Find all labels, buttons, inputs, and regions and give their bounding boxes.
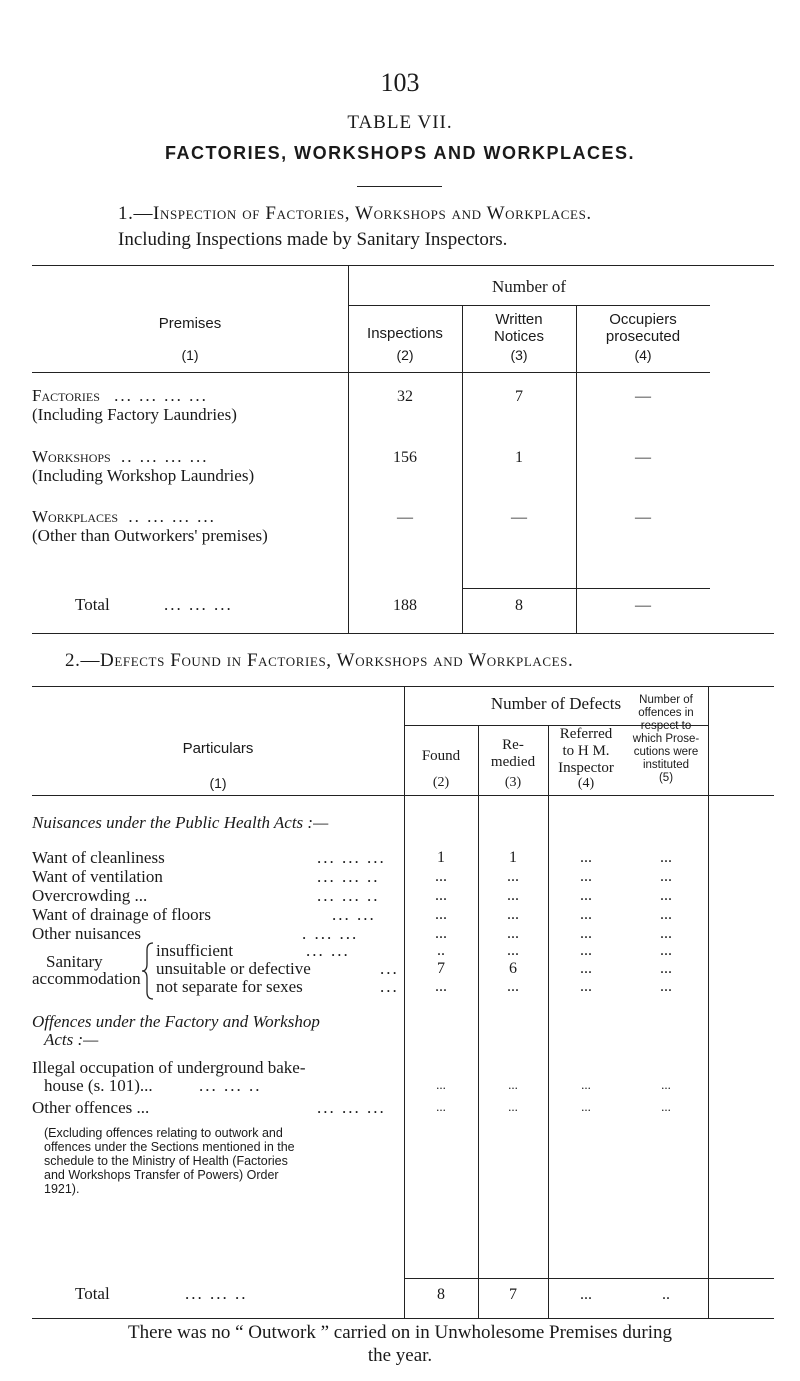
section2-heading: 2.—Defects Found in Factories, Workshops and Workplaces.: [65, 650, 574, 671]
total-notices: 8: [515, 597, 523, 614]
table1-total-label: Total ... ... ...: [75, 595, 233, 614]
drainage-remedied: ...: [507, 906, 519, 923]
overcrowding-referred: ...: [580, 887, 592, 904]
col-premises-num: (1): [181, 347, 199, 363]
illegal-referred: ...: [581, 1077, 591, 1092]
col-occupiers-num: (4): [634, 347, 652, 363]
total-inspections: 188: [393, 597, 417, 614]
col-offences: Number of offences in respect to which Prose- cutions were instituted (5): [632, 694, 700, 784]
table2-bottom-rule: [32, 1318, 774, 1319]
unsuitable-remedied: 6: [509, 960, 517, 977]
illegal-occupation-label-1: Illegal occupation of underground bake-: [32, 1058, 306, 1077]
row-workshops-label: Workshops .. ... ... ...: [32, 447, 209, 466]
table2-vline-4: [708, 686, 709, 1318]
other-nuisances-remedied: ...: [507, 925, 519, 942]
row-unsuitable-label: unsuitable or defective ...: [156, 959, 399, 978]
factories-prosecuted: —: [635, 388, 651, 405]
col-group-number-of: Number of: [491, 277, 567, 296]
table2-total-remedied: 7: [509, 1286, 517, 1303]
note-line-1: (Excluding offences relating to outwork and: [44, 1126, 283, 1140]
row-other-offences-label: Other offences ... ... ... ...: [32, 1098, 386, 1117]
workplaces-notices: —: [511, 509, 527, 526]
ventilation-referred: ...: [580, 868, 592, 885]
insufficient-found: ..: [437, 942, 445, 959]
workshops-inspections: 156: [393, 449, 417, 466]
table1-total-rule: [462, 588, 710, 589]
table2-total-rule: [404, 1278, 774, 1279]
footer-line-2: the year.: [367, 1345, 433, 1366]
sanitary-label: Sanitary: [46, 952, 103, 971]
accommodation-label: accommodation: [32, 969, 141, 988]
row-factories-label: Factories ... ... ... ...: [32, 386, 208, 405]
unsuitable-found: 7: [437, 960, 445, 977]
col-remedied-1: Re-: [502, 737, 524, 753]
table2-vline-2: [478, 725, 479, 1318]
table2-total-referred: ...: [580, 1286, 592, 1303]
overcrowding-found: ...: [435, 887, 447, 904]
group2-title-1: Offences under the Factory and Workshop: [32, 1012, 320, 1031]
row-ventilation-label: Want of ventilation ... ... ..: [32, 867, 380, 886]
cleanliness-remedied: 1: [509, 849, 517, 866]
total-prosecuted: —: [635, 597, 651, 614]
cleanliness-offences: ...: [660, 849, 672, 866]
table2-header-rule: [32, 795, 774, 796]
unsuitable-referred: ...: [580, 960, 592, 977]
illegal-found: ...: [436, 1077, 446, 1092]
section1-subheading: Including Inspections made by Sanitary Inspectors.: [118, 229, 508, 250]
row-workplaces-label: Workplaces .. ... ... ...: [32, 507, 216, 526]
illegal-offences: ...: [661, 1077, 671, 1092]
sanitary-brace: [141, 942, 155, 1000]
row-factories-sub: (Including Factory Laundries): [32, 405, 237, 424]
row-workshops-sub: (Including Workshop Laundries): [32, 466, 255, 485]
insufficient-referred: ...: [580, 942, 592, 959]
cleanliness-referred: ...: [580, 849, 592, 866]
ventilation-found: ...: [435, 868, 447, 885]
not-separate-remedied: ...: [507, 978, 519, 995]
note-line-3: schedule to the Ministry of Health (Factories: [44, 1154, 288, 1168]
cleanliness-found: 1: [437, 849, 445, 866]
factories-notices: 7: [515, 388, 523, 405]
row-workplaces-sub: (Other than Outworkers' premises): [32, 526, 268, 545]
table2-vline-3: [548, 725, 549, 1318]
page-number: 103: [380, 68, 420, 97]
row-cleanliness-label: Want of cleanliness ... ... ...: [32, 848, 386, 867]
workplaces-inspections: —: [397, 509, 413, 526]
row-not-separate-label: not separate for sexes ...: [156, 977, 399, 996]
table2-total-label: Total ... ... ..: [75, 1284, 248, 1303]
row-insufficient-label: insufficient ... ...: [156, 941, 350, 960]
drainage-referred: ...: [580, 906, 592, 923]
insufficient-offences: ...: [660, 942, 672, 959]
col-referred-1: Referred: [559, 726, 613, 742]
title-divider: [357, 186, 442, 187]
col-premises: Premises: [158, 315, 222, 332]
not-separate-referred: ...: [580, 978, 592, 995]
illegal-remedied: ...: [508, 1077, 518, 1092]
col-inspections: Inspections: [367, 325, 443, 342]
col-remedied-num: (3): [504, 775, 522, 790]
col-occupiers: Occupiers: [609, 311, 677, 328]
col-written: Written: [495, 311, 543, 328]
group2-title-2: Acts :—: [44, 1030, 99, 1049]
table-label: TABLE VII.: [347, 112, 453, 133]
table2-top-rule: [32, 686, 774, 687]
table1-bottom-rule: [32, 633, 774, 634]
drainage-found: ...: [435, 906, 447, 923]
unsuitable-offences: ...: [660, 960, 672, 977]
col-found-num: (2): [432, 775, 450, 790]
illegal-occupation-label-2: house (s. 101)... ... ... ..: [44, 1076, 262, 1095]
overcrowding-remedied: ...: [507, 887, 519, 904]
row-overcrowding-label: Overcrowding ... ... ... ..: [32, 886, 380, 905]
col-remedied-2: medied: [490, 754, 536, 770]
table1-top-rule: [32, 265, 774, 266]
insufficient-remedied: ...: [507, 942, 519, 959]
table2-total-offences: ..: [662, 1286, 670, 1303]
col-particulars-num: (1): [209, 775, 227, 791]
table2-total-found: 8: [437, 1286, 445, 1303]
col-notices: Notices: [493, 328, 545, 345]
other-offences-found: ...: [436, 1099, 446, 1114]
row-drainage-label: Want of drainage of floors ... ...: [32, 905, 376, 924]
other-offences-note: [44, 1126, 295, 1196]
group1-title: Nuisances under the Public Health Acts :—: [32, 813, 329, 832]
not-separate-offences: ...: [660, 978, 672, 995]
note-line-2: offences under the Sections mentioned in the: [44, 1140, 295, 1154]
note-line-5: 1921).: [44, 1182, 80, 1196]
col-group-number-of-defects: Number of Defects: [490, 694, 622, 713]
workshops-prosecuted: —: [635, 449, 651, 466]
row-other-nuisances-label: Other nuisances . ... ...: [32, 924, 359, 943]
col-written-num: (3): [510, 347, 528, 363]
col-found: Found: [421, 748, 461, 764]
note-line-4: and Workshops Transfer of Powers) Order: [44, 1168, 279, 1182]
factories-inspections: 32: [397, 388, 413, 405]
other-offences-remedied: ...: [508, 1099, 518, 1114]
col-referred-num: (4): [577, 776, 595, 791]
col-referred-2: to H M.: [562, 743, 610, 759]
other-nuisances-referred: ...: [580, 925, 592, 942]
footer-line-1: There was no “ Outwork ” carried on in Unwholesome Premises during: [128, 1322, 672, 1343]
table1-group-rule: [348, 305, 710, 306]
main-title: FACTORIES, WORKSHOPS AND WORKPLACES.: [164, 143, 636, 163]
col-referred-3: Inspector: [558, 760, 614, 776]
other-nuisances-offences: ...: [660, 925, 672, 942]
other-nuisances-found: ...: [435, 925, 447, 942]
workshops-notices: 1: [515, 449, 523, 466]
drainage-offences: ...: [660, 906, 672, 923]
workplaces-prosecuted: —: [635, 509, 651, 526]
not-separate-found: ...: [435, 978, 447, 995]
col-prosecuted: prosecuted: [605, 328, 681, 345]
col-particulars: Particulars: [182, 740, 254, 757]
overcrowding-offences: ...: [660, 887, 672, 904]
col-inspections-num: (2): [396, 347, 414, 363]
ventilation-remedied: ...: [507, 868, 519, 885]
table1-header-rule: [32, 372, 710, 373]
other-offences-referred: ...: [581, 1099, 591, 1114]
ventilation-offences: ...: [660, 868, 672, 885]
other-offences-offences: ...: [661, 1099, 671, 1114]
section1-heading: 1.—Inspection of Factories, Workshops and Workplaces.: [118, 203, 592, 224]
